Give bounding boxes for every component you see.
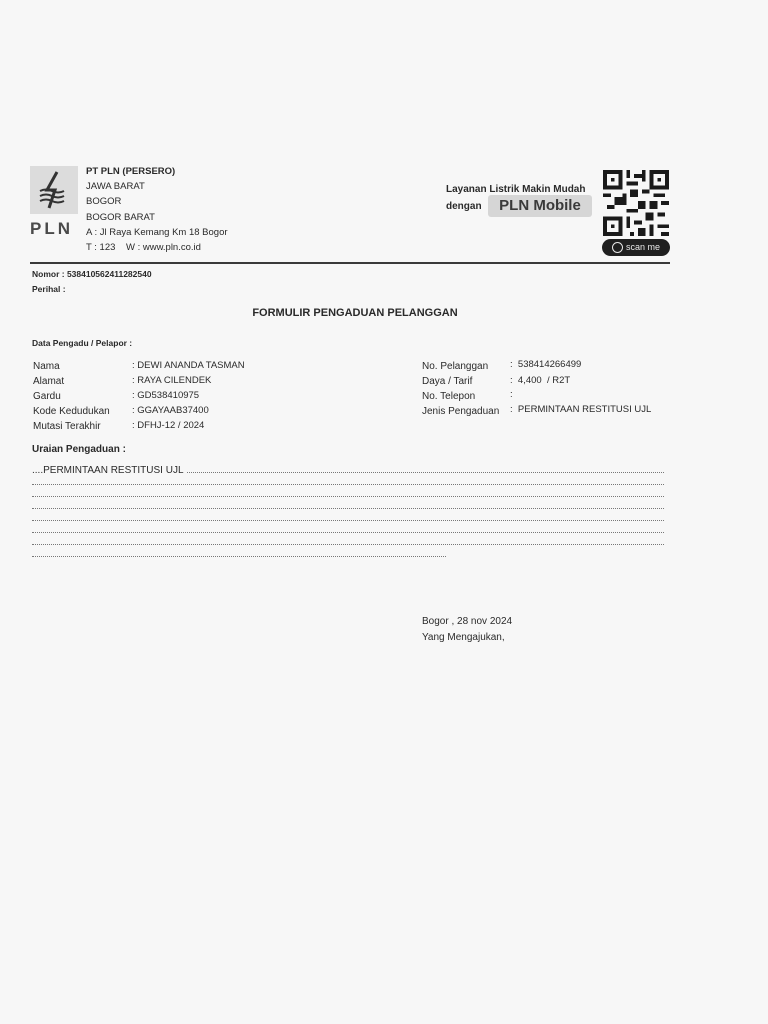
field-value-no-telepon: : bbox=[510, 389, 513, 400]
nomor-line: Nomor : 538410562411282540 bbox=[32, 269, 152, 279]
company-line-unit: BOGOR BARAT bbox=[86, 211, 155, 223]
dotted-line bbox=[32, 520, 664, 521]
field-label-nama: Nama bbox=[33, 361, 60, 372]
company-line-contact: T : 123 W : www.pln.co.id bbox=[86, 242, 201, 254]
uraian-text: ....PERMINTAAN RESTITUSI UJL bbox=[32, 465, 184, 476]
scan-me-label: scan me bbox=[625, 242, 660, 252]
logo-wordmark: PLN bbox=[30, 219, 73, 238]
field-value-jenis-pengaduan: : PERMINTAAN RESTITUSI UJL bbox=[510, 404, 652, 415]
field-value-nama: : DEWI ANANDA TASMAN bbox=[132, 360, 245, 371]
dotted-line bbox=[32, 508, 664, 509]
qr-code-icon bbox=[602, 170, 670, 236]
company-address-block bbox=[86, 164, 228, 255]
field-label-no-telepon: No. Telepon bbox=[422, 391, 476, 402]
field-label-no-pelanggan: No. Pelanggan bbox=[422, 361, 489, 372]
field-label-kode-kedudukan: Kode Kedudukan bbox=[33, 406, 110, 417]
pln-mobile-badge: PLN Mobile bbox=[488, 195, 592, 217]
signature-place-date: Bogor , 28 nov 2024 bbox=[422, 616, 513, 627]
field-label-daya-tarif: Daya / Tarif bbox=[422, 376, 473, 387]
company-name: PT PLN (PERSERO) bbox=[86, 166, 176, 177]
section-label: Data Pengadu / Pelapor : bbox=[32, 338, 133, 348]
field-value-daya-tarif: : 4,400 / R2T bbox=[510, 375, 571, 386]
field-label-alamat: Alamat bbox=[33, 376, 65, 387]
promo-tagline: Layanan Listrik Makin Mudah bbox=[446, 184, 586, 195]
pln-logo bbox=[30, 166, 78, 214]
field-value-kode-kedudukan: : GGAYAAB37400 bbox=[132, 405, 209, 416]
field-label-gardu: Gardu bbox=[33, 391, 61, 402]
dotted-line bbox=[32, 556, 446, 557]
field-label-mutasi-terakhir: Mutasi Terakhir bbox=[33, 421, 101, 432]
perihal-line: Perihal : bbox=[32, 284, 66, 294]
header-divider bbox=[30, 262, 670, 264]
promo-prefix: dengan bbox=[446, 201, 482, 212]
scan-me-badge bbox=[602, 239, 670, 256]
field-value-mutasi-terakhir: : DFHJ-12 / 2024 bbox=[132, 420, 205, 431]
company-line-region: JAWA BARAT bbox=[86, 181, 145, 193]
signature-closing: Yang Mengajukan, bbox=[422, 632, 505, 643]
field-value-alamat: : RAYA CILENDEK bbox=[132, 375, 212, 386]
field-label-jenis-pengaduan: Jenis Pengaduan bbox=[422, 406, 500, 417]
field-value-gardu: : GD538410975 bbox=[132, 390, 200, 401]
company-line-city: BOGOR bbox=[86, 196, 122, 208]
form-title: FORMULIR PENGADUAN PELANGGAN bbox=[252, 307, 458, 319]
dotted-line bbox=[32, 544, 664, 545]
lightning-logo-icon bbox=[30, 166, 78, 214]
dotted-line bbox=[32, 532, 664, 533]
dotted-line bbox=[32, 496, 664, 497]
company-line-address: A : Jl Raya Kemang Km 18 Bogor bbox=[86, 226, 228, 238]
dotted-line bbox=[32, 484, 664, 485]
field-value-no-pelanggan: : 538414266499 bbox=[510, 359, 582, 370]
uraian-label: Uraian Pengaduan : bbox=[32, 444, 126, 455]
phone-icon bbox=[612, 242, 623, 253]
